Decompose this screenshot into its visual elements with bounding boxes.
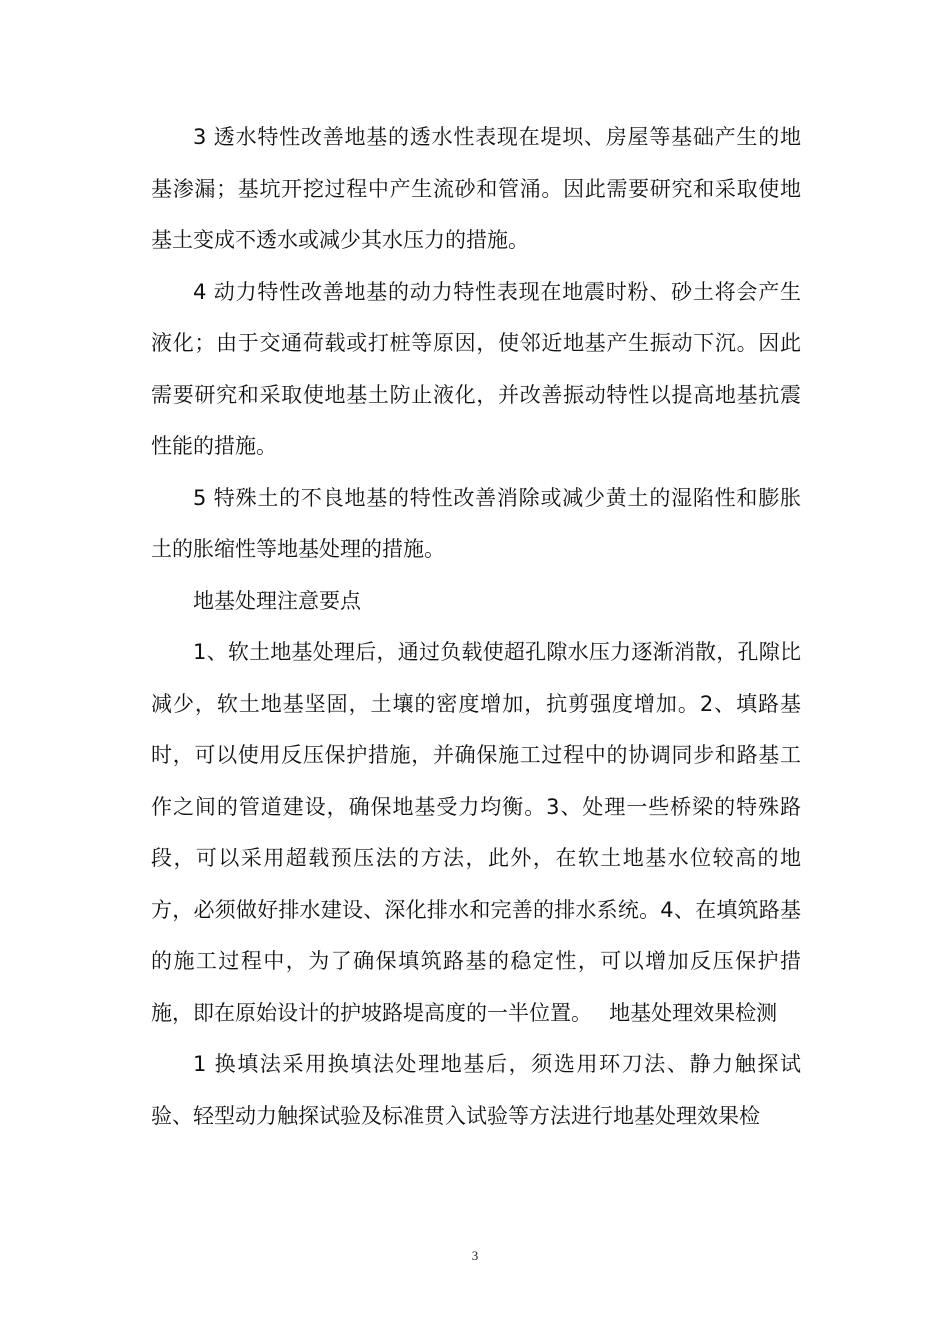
document-body: [151, 112, 801, 1142]
paragraph-dynamic-properties: 4 动力特性改善地基的动力特性表现在地震时粉、砂土将会产生液化；由于交通荷载或打桩等原因，使邻近地基产生振动下沉。因此需要研究和采取使地基土防止液化，并改善振动特性以提高地基抗震性能的措施。: [151, 279, 801, 458]
section-heading-key-points: 地基处理注意要点: [193, 588, 361, 613]
page-number: 3: [471, 1248, 479, 1263]
paragraph-special-soil: 5 特殊土的不良地基的特性改善消除或减少黄土的湿陷性和膨胀土的胀缩性等地基处理的措施。: [151, 485, 801, 561]
paragraph-permeability: 3 透水特性改善地基的透水性表现在堤坝、房屋等基础产生的地基渗漏；基坑开挖过程中产生流砂和管涌。因此需要研究和采取使地基土变成不透水或减少其水压力的措施。: [151, 125, 801, 252]
paragraph-key-points-list: 1、软土地基处理后，通过负载使超孔隙水压力逐渐消散，孔隙比减少，软土地基坚固，土壤的密度增加，抗剪强度增加。2、填路基时，可以使用反压保护措施，并确保施工过程中的协调同步和路基工作之间的管道建设，确保地基受力均衡。3、处理一些桥梁的特殊路段，可以采用超载预压法的方法，此外，在软土地基水位较高的地方，必须做好排水建设、深化排水和完善的排水系统。4、在填筑路基的施工过程中，为了确保填筑路基的稳定性，可以增加反压保护措施，即在原始设计的护坡路堤高度的一半位置。 地基处理效果检测: [151, 640, 801, 1025]
paragraph-replacement-method: 1 换填法采用换填法处理地基后，须选用环刀法、静力触探试验、轻型动力触探试验及标准贯入试验等方法进行地基处理效果检: [151, 1052, 801, 1128]
